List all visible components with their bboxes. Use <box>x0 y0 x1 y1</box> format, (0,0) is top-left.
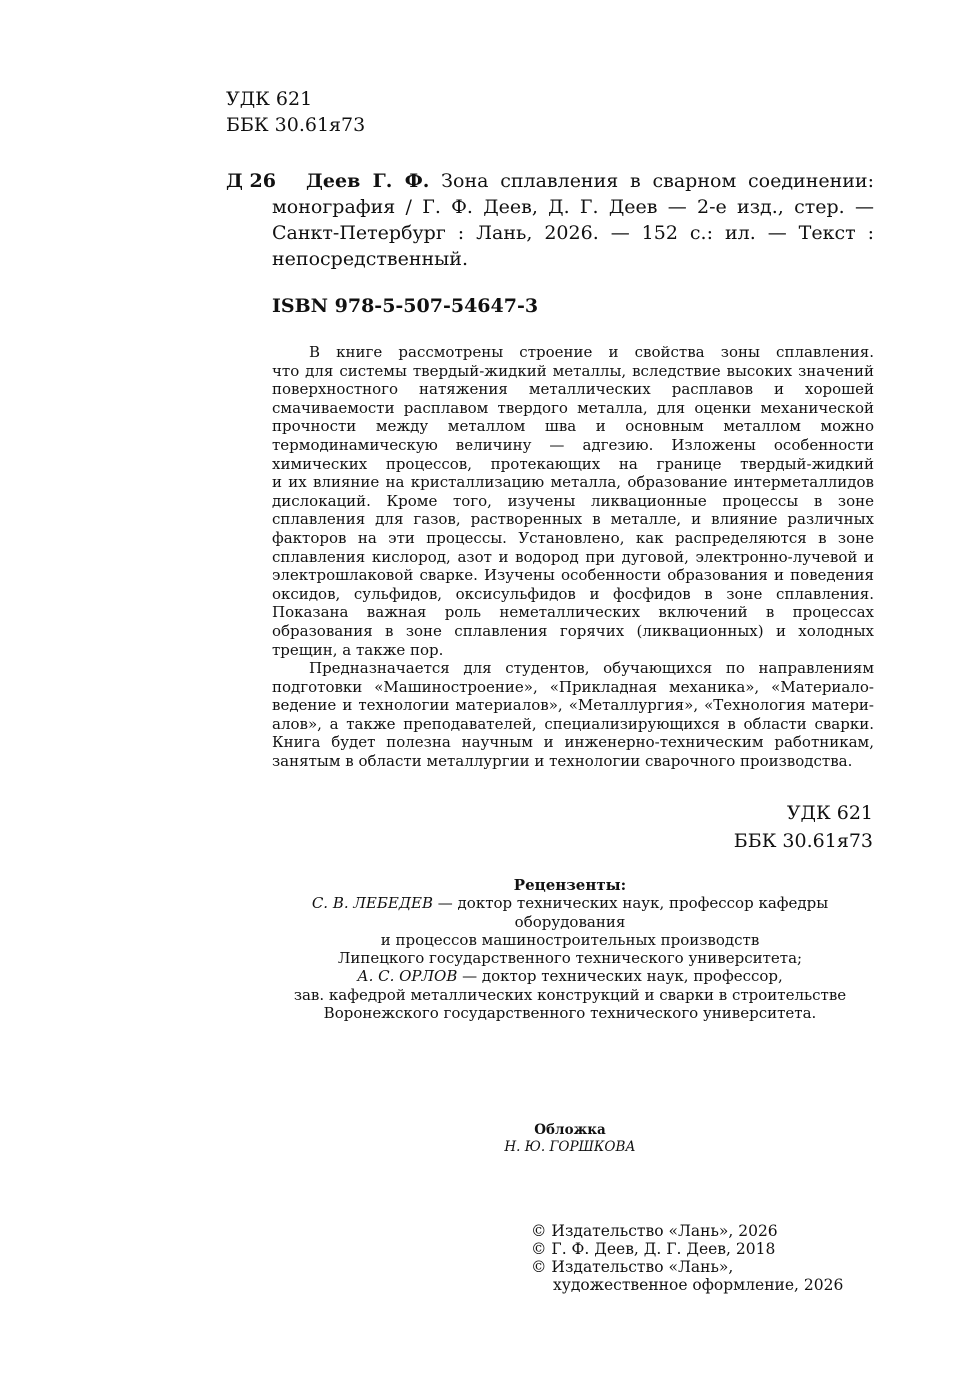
annotation-line: занятым в области металлургии и технологии сварочного производства. <box>272 752 853 771</box>
copyright-line: © Издательство «Лань», <box>531 1258 734 1276</box>
annotation-line: трещин, а также пор. <box>272 640 444 659</box>
cover-credit <box>440 1122 700 1156</box>
copyright-block <box>531 1222 843 1294</box>
reviewer-1-line-3: и процессов машиностроительных производств <box>380 930 760 949</box>
annotation-line: Книга будет полезна научным и инженерно-техническим работникам, <box>272 733 874 752</box>
annotation-line: химических процессов, протекающих на границе твердый-жидкий <box>272 454 874 473</box>
annotation-line: смачиваемости расплавом твердого металла, для оценки механической <box>272 398 874 417</box>
reviewers-heading: Рецензенты: <box>513 876 627 894</box>
copyright-line: художественное оформление, 2026 <box>553 1276 844 1294</box>
annotation-line: сплавления для газов, растворенных в металле, и влияние различных <box>272 510 874 529</box>
bbk-top: ББК 30.61я73 <box>226 114 366 136</box>
reviewer-1-line-2: оборудования <box>514 912 626 931</box>
reviewer-2-line-1 <box>260 967 880 985</box>
reviewer-2-line-3: Воронежского государственного технического университета. <box>323 1004 817 1023</box>
annotation <box>272 343 874 771</box>
annotation-line: Предназначается для студентов, обучающихся по направлениям <box>309 659 874 678</box>
author-name: Деев Г. Ф. <box>306 170 430 192</box>
biblio-line-4: непосредственный. <box>272 248 469 270</box>
annotation-line: что для системы твердый-жидкий металлы, вследствие высоких значений <box>272 361 874 380</box>
annotation-line: электрошлаковой сварке. Изучены особенности образования и поведения <box>272 566 874 585</box>
biblio-line-1 <box>272 168 874 194</box>
bbk-bottom: ББК 30.61я73 <box>733 830 873 852</box>
annotation-line: алов», а также преподавателей, специализирующихся в области сварки. <box>272 714 874 733</box>
biblio-title: Зона сплавления в сварном соединении: <box>441 170 874 192</box>
copyright-line: © Г. Ф. Деев, Д. Г. Деев, 2018 <box>531 1240 776 1258</box>
annotation-line: оксидов, сульфидов, оксисульфидов и фосфидов в зоне сплавления. <box>272 584 874 603</box>
annotation-line: факторов на эти процессы. Установлено, как распределяются в зоне <box>272 528 874 547</box>
annotation-line: В книге рассмотрены строение и свойства зоны сплавления. <box>309 343 874 361</box>
annotation-line: сплавления кислород, азот и водород при дуговой, электронно-лучевой и <box>272 547 874 566</box>
annotation-line: дислокаций. Кроме того, изучены ликвационные процессы в зоне <box>272 491 874 510</box>
udk-top: УДК 621 <box>226 88 313 110</box>
cover-label: Обложка <box>534 1122 606 1138</box>
annotation-line: поверхностного натяжения металлических расплавов и хорошей <box>272 380 874 399</box>
biblio-line-3: Санкт-Петербург : Лань, 2026. — 152 с.: ил. — Текст : <box>272 222 874 244</box>
biblio-line-2: монография / Г. Ф. Деев, Д. Г. Деев — 2-е изд., стер. — <box>272 196 874 218</box>
isbn: ISBN 978-5-507-54647-3 <box>272 295 539 317</box>
reviewer-1-line-1 <box>260 894 880 912</box>
reviewer-2-line-2: зав. кафедрой металлических конструкций и сварки в строительстве <box>293 985 847 1004</box>
reviewer-1-name: С. В. ЛЕБЕДЕВ <box>311 894 434 913</box>
reviewers-block <box>260 876 880 1022</box>
annotation-line: подготовки «Машиностроение», «Прикладная механика», «Материало- <box>272 677 874 696</box>
udk-bottom: УДК 621 <box>786 802 873 824</box>
call-number: Д 26 <box>226 170 276 192</box>
bibliographic-record <box>272 168 874 272</box>
annotation-line: ведение и технологии материалов», «Металлургия», «Технология матери- <box>272 696 874 715</box>
annotation-line: и их влияние на кристаллизацию металла, образование интерметаллидов <box>272 473 874 492</box>
annotation-line: термодинамическую величину — адгезию. Изложены особенности <box>272 435 874 454</box>
reviewer-1-title: — доктор технических наук, профессор кафедры <box>433 894 829 913</box>
annotation-line: образования в зоне сплавления горячих (ликвационных) и холодных <box>272 621 874 640</box>
cover-designer: Н. Ю. ГОРШКОВА <box>504 1139 636 1155</box>
reviewer-2-title: — доктор технических наук, профессор, <box>457 967 783 986</box>
annotation-line: Показана важная роль неметаллических включений в процессах <box>272 603 874 622</box>
copyright-line: © Издательство «Лань», 2026 <box>531 1222 778 1240</box>
annotation-line: прочности между металлом шва и основным металлом можно <box>272 417 874 436</box>
reviewer-2-name: А. С. ОРЛОВ <box>357 967 458 986</box>
reviewer-1-line-4: Липецкого государственного технического университета; <box>337 949 803 968</box>
